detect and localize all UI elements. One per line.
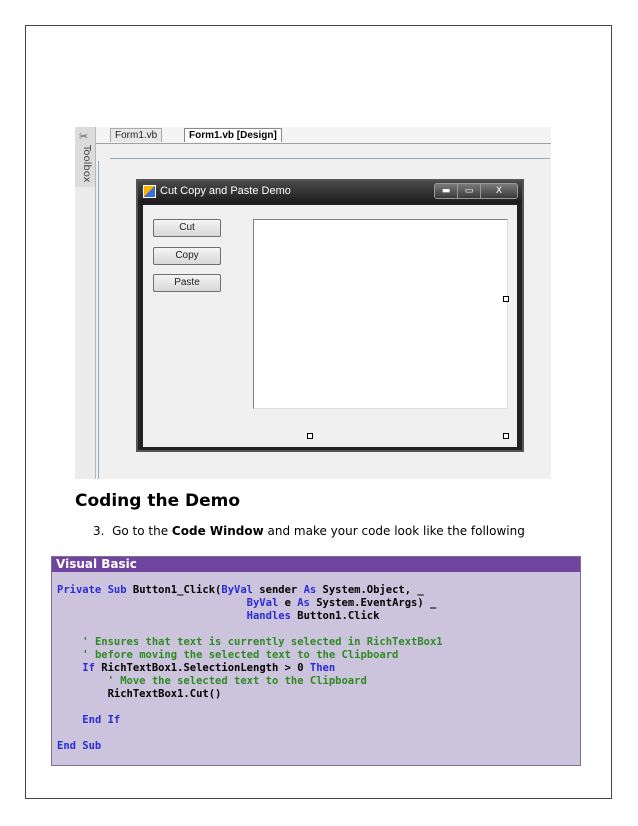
form-designer-surface [96, 144, 551, 479]
step-number: 3. [93, 524, 105, 538]
code-text: System.Object, _ [316, 584, 424, 596]
toolbox-icon: ✂ [79, 130, 89, 143]
code-keyword: ByVal [246, 597, 279, 609]
toolbox-label: Toolbox [81, 145, 92, 183]
cut-button[interactable]: Cut [153, 219, 221, 237]
document-tabbar [96, 127, 551, 144]
toolbox-tab[interactable] [75, 127, 96, 187]
designer-guide-top [110, 158, 550, 159]
tab-form1-code[interactable]: Form1.vb [110, 128, 162, 142]
code-text: Button1.Click [290, 610, 380, 622]
resize-handle-bottom[interactable] [307, 433, 313, 439]
code-line [57, 675, 443, 688]
code-text: Button1_Click( [126, 584, 222, 596]
paste-button[interactable]: Paste [153, 274, 221, 292]
close-icon[interactable]: X [481, 184, 517, 198]
code-comment: ' Ensures that text is currently selected in RichTextBox1 [82, 636, 443, 648]
code-line [57, 662, 443, 675]
code-keyword: Then [309, 662, 336, 674]
code-comment: ' Move the selected text to the Clipboard [107, 675, 367, 687]
code-text [57, 675, 108, 687]
code-line [57, 610, 443, 623]
code-text: e [278, 597, 298, 609]
code-line [57, 584, 443, 597]
step-text-bold: Code Window [171, 524, 264, 538]
code-line [57, 649, 443, 662]
step-instruction [93, 524, 525, 538]
window-controls [434, 183, 518, 199]
tab-form1-design[interactable]: Form1.vb [Design] [184, 128, 282, 142]
ide-screenshot [75, 127, 551, 479]
code-text: RichTextBox1.Cut() [57, 688, 222, 700]
minimize-icon[interactable]: ▬ [435, 184, 458, 198]
code-keyword: ByVal [221, 584, 253, 596]
resize-handle-right[interactable] [503, 296, 509, 302]
code-keyword: End Sub [57, 740, 102, 752]
code-line [57, 740, 443, 753]
code-language-label: Visual Basic [52, 557, 580, 572]
code-keyword: Private Sub [57, 584, 127, 596]
copy-button[interactable]: Copy [153, 247, 221, 265]
code-keyword: If [82, 662, 95, 674]
code-text [57, 714, 82, 726]
resize-handle-corner[interactable] [503, 433, 509, 439]
designer-guide-left [98, 161, 99, 479]
section-heading: Coding the Demo [75, 491, 241, 511]
code-line [57, 636, 443, 649]
code-text [57, 610, 247, 622]
form-app-icon [143, 185, 156, 198]
form-client-area [143, 205, 517, 447]
code-text [57, 597, 247, 609]
step-text-prefix: Go to the [112, 524, 172, 538]
step-text-suffix: and make your code look like the following [263, 524, 525, 538]
code-text [57, 649, 82, 661]
code-text: RichTextBox1.SelectionLength > 0 [94, 662, 310, 674]
code-line [57, 688, 443, 701]
code-text [57, 662, 82, 674]
maximize-icon[interactable]: ▭ [458, 184, 481, 198]
code-line [57, 623, 443, 636]
form-window[interactable] [136, 179, 524, 452]
code-keyword: End If [82, 714, 121, 726]
code-keyword: As [303, 584, 317, 596]
code-line [57, 714, 443, 727]
code-listing [57, 584, 443, 753]
form-titlebar[interactable] [138, 181, 522, 203]
code-keyword: Handles [246, 610, 291, 622]
code-text: sender [252, 584, 304, 596]
code-keyword: As [297, 597, 310, 609]
rich-text-box[interactable] [253, 219, 508, 409]
code-block [51, 556, 581, 766]
code-line [57, 701, 443, 714]
code-text: System.EventArgs) _ [309, 597, 437, 609]
code-text [57, 636, 82, 648]
form-title: Cut Copy and Paste Demo [160, 185, 291, 197]
code-comment: ' before moving the selected text to the Clipboard [82, 649, 399, 661]
code-line [57, 597, 443, 610]
code-line [57, 727, 443, 740]
